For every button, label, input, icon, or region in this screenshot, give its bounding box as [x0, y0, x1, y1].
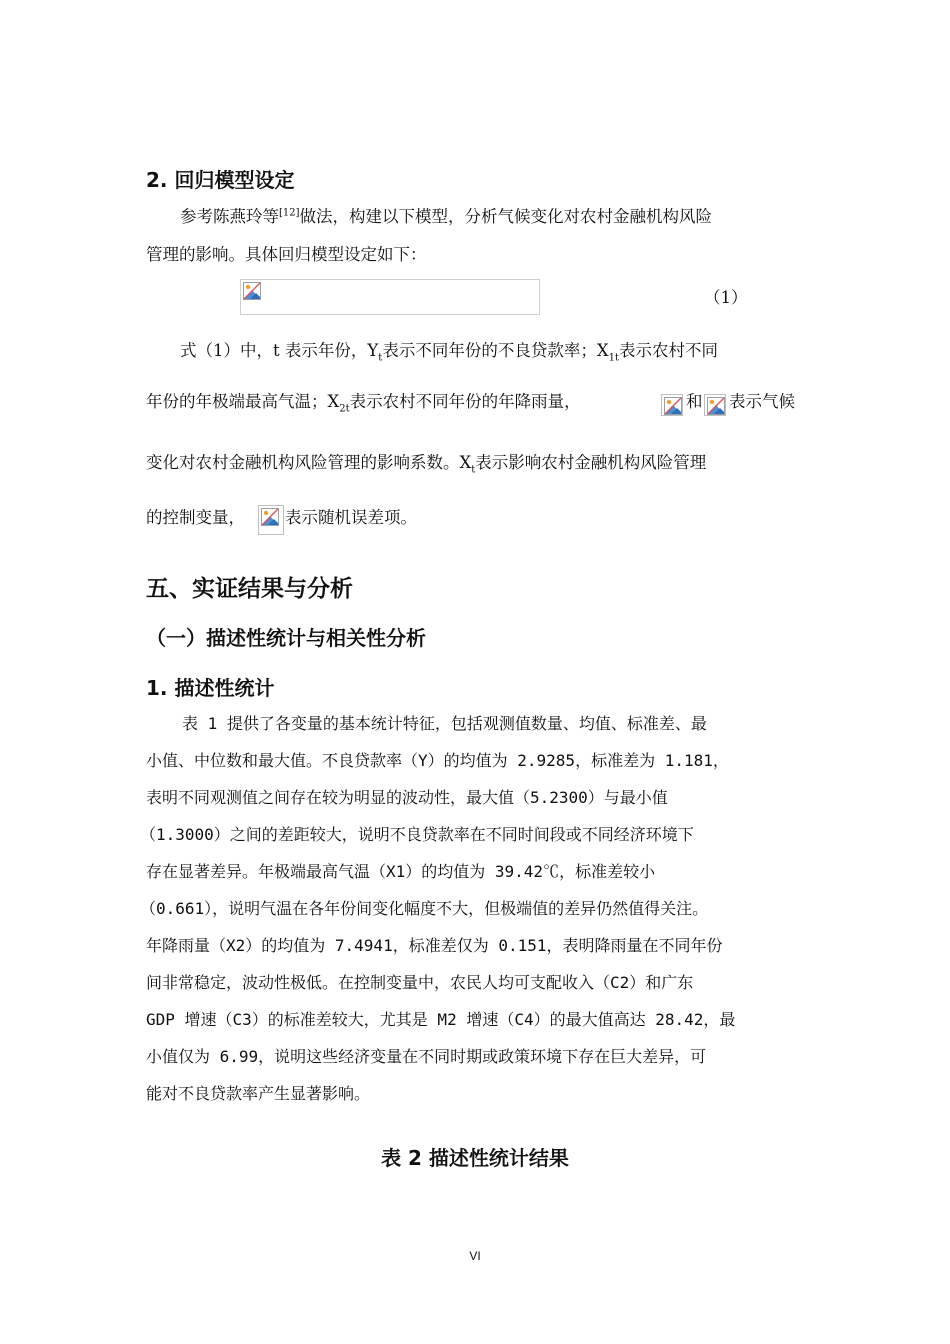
broken-image-icon	[661, 394, 683, 416]
text-run: 的控制变量，	[146, 508, 245, 527]
paragraph-line: 间非常稳定，波动性极低。在控制变量中，农民人均可支配收入（C2）和广东	[146, 973, 694, 992]
paragraph-line	[180, 337, 718, 363]
paragraph-line: （0.661），说明气温在各年份间变化幅度不大，但极端值的差异仍然值得关注。	[140, 899, 709, 918]
equation-image-placeholder	[240, 279, 540, 315]
text-run: 表示影响农村金融机构风险管理	[475, 453, 707, 472]
inline-formula-placeholder	[661, 394, 683, 416]
paragraph-line: 小值仅为 6.99，说明这些经济变量在不同时期或政策环境下存在巨大差异，可	[146, 1047, 707, 1066]
text-run: 变化对农村金融机构风险管理的影响系数。X	[146, 453, 472, 472]
subscript: t	[378, 352, 383, 364]
table-caption: 表 2 描述性统计结果	[381, 1146, 569, 1170]
subscript: t	[471, 464, 476, 476]
page-number: VI	[469, 1249, 481, 1263]
inline-formula-placeholder	[258, 505, 284, 535]
citation-marker[interactable]: [12]	[279, 207, 300, 219]
text-run: 表示农村不同	[618, 341, 718, 360]
text-run: 表示气候	[729, 392, 795, 411]
equation-number: （1）	[704, 288, 748, 307]
subscript: 2t	[339, 403, 350, 415]
paragraph-line: 年降雨量（X2）的均值为 7.4941，标准差仅为 0.151，表明降雨量在不同年份	[146, 936, 723, 955]
paragraph-line	[180, 203, 712, 227]
text-run: 年份的年极端最高气温；X	[146, 392, 340, 411]
broken-image-icon	[241, 280, 263, 302]
paragraph-line: 表 1 提供了各变量的基本统计特征，包括观测值数量、均值、标准差、最	[182, 714, 707, 733]
section-heading-model: 2. 回归模型设定	[146, 168, 295, 192]
paragraph-line: 表明不同观测值之间存在较为明显的波动性，最大值（5.2300）与最小值	[146, 788, 668, 807]
text-run: 表示随机误差项。	[285, 508, 417, 527]
paragraph-line	[146, 449, 706, 475]
subscript: 1t	[608, 352, 619, 364]
broken-image-icon	[258, 505, 284, 535]
text-run: 参考陈燕玲等	[180, 207, 279, 226]
text-run: 做法，构建以下模型，分析气候变化对农村金融机构风险	[299, 207, 713, 226]
text-run: 表示农村不同年份的年降雨量，	[349, 392, 581, 411]
paragraph-line: GDP 增速（C3）的标准差较大，尤其是 M2 增速（C4）的最大值高达 28.42，最	[146, 1010, 736, 1029]
text-run: 式（1）中，t 表示年份，Y	[180, 341, 379, 360]
text-run: 表示不同年份的不良贷款率；X	[382, 341, 609, 360]
paragraph-line: 能对不良贷款率产生显著影响。	[146, 1084, 371, 1103]
paragraph-line	[146, 388, 581, 414]
subsection-heading: （一）描述性统计与相关性分析	[146, 626, 426, 650]
section-heading-desc-stats: 1. 描述性统计	[146, 676, 275, 700]
chapter-heading: 五、实证结果与分析	[146, 576, 353, 602]
text-run: 和	[686, 392, 703, 411]
paragraph-line: 小值、中位数和最大值。不良贷款率（Y）的均值为 2.9285，标准差为 1.181，	[146, 751, 729, 770]
paragraph-line: 管理的影响。具体回归模型设定如下：	[146, 245, 427, 264]
broken-image-icon	[704, 394, 726, 416]
paragraph-line: 存在显著差异。年极端最高气温（X1）的均值为 39.42℃，标准差较小	[146, 862, 656, 881]
inline-formula-placeholder	[704, 394, 726, 416]
paragraph-line: （1.3000）之间的差距较大，说明不良贷款率在不同时间段或不同经济环境下	[140, 825, 694, 844]
